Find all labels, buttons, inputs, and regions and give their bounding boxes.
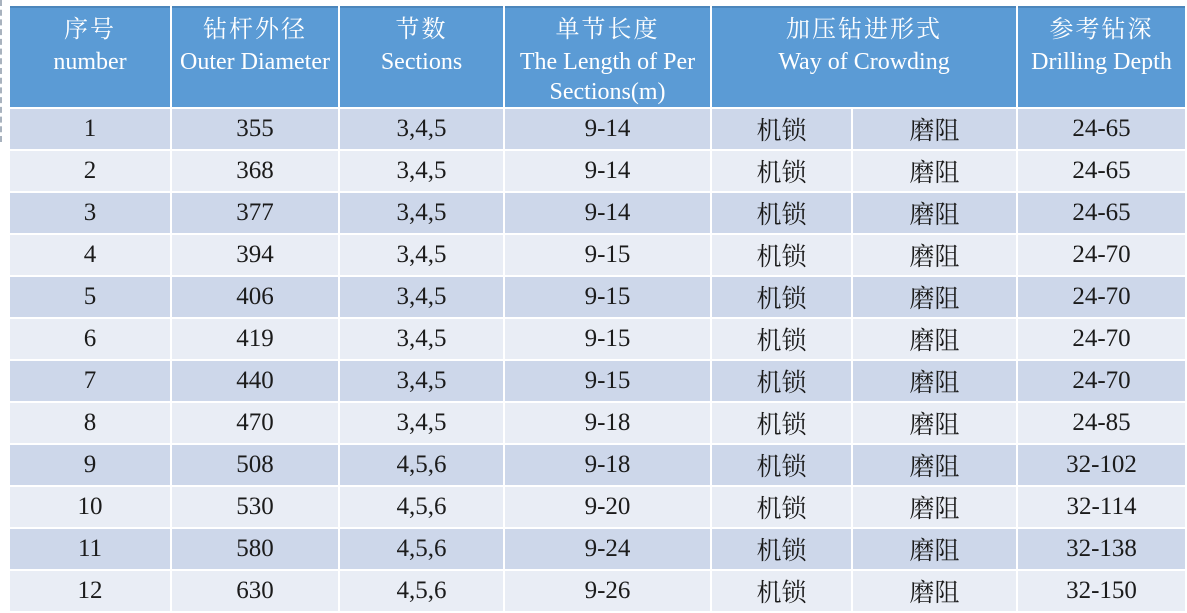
cell-sections: 4,5,6 <box>340 529 503 569</box>
table-row <box>10 403 1185 443</box>
cell-outer-diameter: 377 <box>172 193 338 233</box>
cell-outer-diameter: 419 <box>172 319 338 359</box>
cell-crowding-friction: 磨阻 <box>853 529 1016 569</box>
cell-sections: 3,4,5 <box>340 403 503 443</box>
cell-crowding-lock: 机锁 <box>712 445 851 485</box>
cell-crowding-friction: 磨阻 <box>853 571 1016 611</box>
cell-crowding-lock: 机锁 <box>712 193 851 233</box>
cell-length-per-section: 9-18 <box>505 445 710 485</box>
cell-number: 7 <box>10 361 170 401</box>
cell-number: 4 <box>10 235 170 275</box>
cell-sections: 3,4,5 <box>340 151 503 191</box>
col-header-length-per-section-en: The Length of Per Sections(m) <box>519 49 696 105</box>
cell-crowding-friction: 磨阻 <box>853 277 1016 317</box>
cell-drilling-depth: 24-70 <box>1018 319 1185 359</box>
cell-length-per-section: 9-14 <box>505 109 710 149</box>
selection-dash-left <box>0 0 2 142</box>
col-header-sections <box>340 6 503 107</box>
cell-crowding-lock: 机锁 <box>712 319 851 359</box>
cell-crowding-friction: 磨阻 <box>853 361 1016 401</box>
cell-outer-diameter: 406 <box>172 277 338 317</box>
cell-sections: 3,4,5 <box>340 193 503 233</box>
cell-drilling-depth: 24-85 <box>1018 403 1185 443</box>
cell-sections: 3,4,5 <box>340 109 503 149</box>
cell-crowding-lock: 机锁 <box>712 403 851 443</box>
cell-sections: 4,5,6 <box>340 487 503 527</box>
cell-crowding-friction: 磨阻 <box>853 445 1016 485</box>
table-row <box>10 445 1185 485</box>
cell-sections: 3,4,5 <box>340 361 503 401</box>
cell-sections: 3,4,5 <box>340 235 503 275</box>
cell-length-per-section: 9-15 <box>505 235 710 275</box>
col-header-sections-en: Sections <box>380 49 463 75</box>
table-row <box>10 361 1185 401</box>
cell-crowding-lock: 机锁 <box>712 487 851 527</box>
cell-crowding-lock: 机锁 <box>712 361 851 401</box>
cell-crowding-friction: 磨阻 <box>853 487 1016 527</box>
cell-length-per-section: 9-18 <box>505 403 710 443</box>
table-header <box>10 6 1185 107</box>
cell-number: 6 <box>10 319 170 359</box>
cell-length-per-section: 9-20 <box>505 487 710 527</box>
cell-outer-diameter: 368 <box>172 151 338 191</box>
cell-number: 8 <box>10 403 170 443</box>
col-header-drilling-depth-zh: 参考钻深 <box>1049 17 1154 43</box>
cell-number: 5 <box>10 277 170 317</box>
cell-sections: 4,5,6 <box>340 571 503 611</box>
table-row <box>10 277 1185 317</box>
cell-number: 12 <box>10 571 170 611</box>
col-header-length-per-section-zh: 单节长度 <box>555 17 660 43</box>
cell-number: 3 <box>10 193 170 233</box>
cell-outer-diameter: 470 <box>172 403 338 443</box>
table-row <box>10 529 1185 569</box>
cell-drilling-depth: 24-70 <box>1018 361 1185 401</box>
cell-length-per-section: 9-26 <box>505 571 710 611</box>
col-header-drilling-depth-en: Drilling Depth <box>1031 49 1172 75</box>
cell-drilling-depth: 32-102 <box>1018 445 1185 485</box>
table-row <box>10 319 1185 359</box>
cell-crowding-lock: 机锁 <box>712 235 851 275</box>
table-body <box>10 109 1185 611</box>
cell-crowding-lock: 机锁 <box>712 151 851 191</box>
col-header-sections-zh: 节数 <box>395 17 448 43</box>
cell-crowding-lock: 机锁 <box>712 571 851 611</box>
col-header-way-of-crowding-zh: 加压钻进形式 <box>786 17 942 43</box>
table-row <box>10 235 1185 275</box>
cell-crowding-lock: 机锁 <box>712 109 851 149</box>
cell-length-per-section: 9-15 <box>505 361 710 401</box>
cell-outer-diameter: 394 <box>172 235 338 275</box>
cell-drilling-depth: 24-70 <box>1018 235 1185 275</box>
cell-length-per-section: 9-15 <box>505 319 710 359</box>
cell-length-per-section: 9-14 <box>505 151 710 191</box>
col-header-outer-diameter-en: Outer Diameter <box>180 49 330 75</box>
cell-length-per-section: 9-14 <box>505 193 710 233</box>
cell-outer-diameter: 630 <box>172 571 338 611</box>
cell-length-per-section: 9-15 <box>505 277 710 317</box>
cell-crowding-lock: 机锁 <box>712 277 851 317</box>
cell-crowding-friction: 磨阻 <box>853 403 1016 443</box>
cell-drilling-depth: 24-65 <box>1018 109 1185 149</box>
cell-outer-diameter: 440 <box>172 361 338 401</box>
table-row <box>10 487 1185 527</box>
cell-crowding-friction: 磨阻 <box>853 235 1016 275</box>
header-row <box>10 6 1185 107</box>
col-header-number-zh: 序号 <box>64 17 116 43</box>
cell-outer-diameter: 530 <box>172 487 338 527</box>
cell-sections: 3,4,5 <box>340 319 503 359</box>
col-header-outer-diameter-zh: 钻杆外径 <box>203 17 307 43</box>
col-header-drilling-depth <box>1018 6 1185 107</box>
cell-drilling-depth: 24-70 <box>1018 277 1185 317</box>
cell-number: 1 <box>10 109 170 149</box>
cell-crowding-friction: 磨阻 <box>853 193 1016 233</box>
cell-crowding-friction: 磨阻 <box>853 109 1016 149</box>
col-header-number-en: number <box>53 49 127 75</box>
cell-sections: 4,5,6 <box>340 445 503 485</box>
cell-number: 2 <box>10 151 170 191</box>
cell-drilling-depth: 24-65 <box>1018 193 1185 233</box>
cell-number: 9 <box>10 445 170 485</box>
cell-outer-diameter: 355 <box>172 109 338 149</box>
cell-drilling-depth: 32-138 <box>1018 529 1185 569</box>
table-row <box>10 151 1185 191</box>
cell-number: 10 <box>10 487 170 527</box>
cell-crowding-friction: 磨阻 <box>853 151 1016 191</box>
cell-number: 11 <box>10 529 170 569</box>
cell-drilling-depth: 32-114 <box>1018 487 1185 527</box>
cell-sections: 3,4,5 <box>340 277 503 317</box>
cell-outer-diameter: 580 <box>172 529 338 569</box>
table-row <box>10 193 1185 233</box>
cell-length-per-section: 9-24 <box>505 529 710 569</box>
cell-crowding-lock: 机锁 <box>712 529 851 569</box>
table-row <box>10 109 1185 149</box>
col-header-way-of-crowding <box>712 6 1016 107</box>
col-header-way-of-crowding-en: Way of Crowding <box>778 49 950 75</box>
cell-drilling-depth: 24-65 <box>1018 151 1185 191</box>
col-header-outer-diameter <box>172 6 338 107</box>
cell-outer-diameter: 508 <box>172 445 338 485</box>
col-header-number <box>10 6 170 107</box>
drill-pipe-spec-table <box>8 4 1187 613</box>
cell-drilling-depth: 32-150 <box>1018 571 1185 611</box>
table-row <box>10 571 1185 611</box>
col-header-length-per-section <box>505 6 710 107</box>
cell-crowding-friction: 磨阻 <box>853 319 1016 359</box>
